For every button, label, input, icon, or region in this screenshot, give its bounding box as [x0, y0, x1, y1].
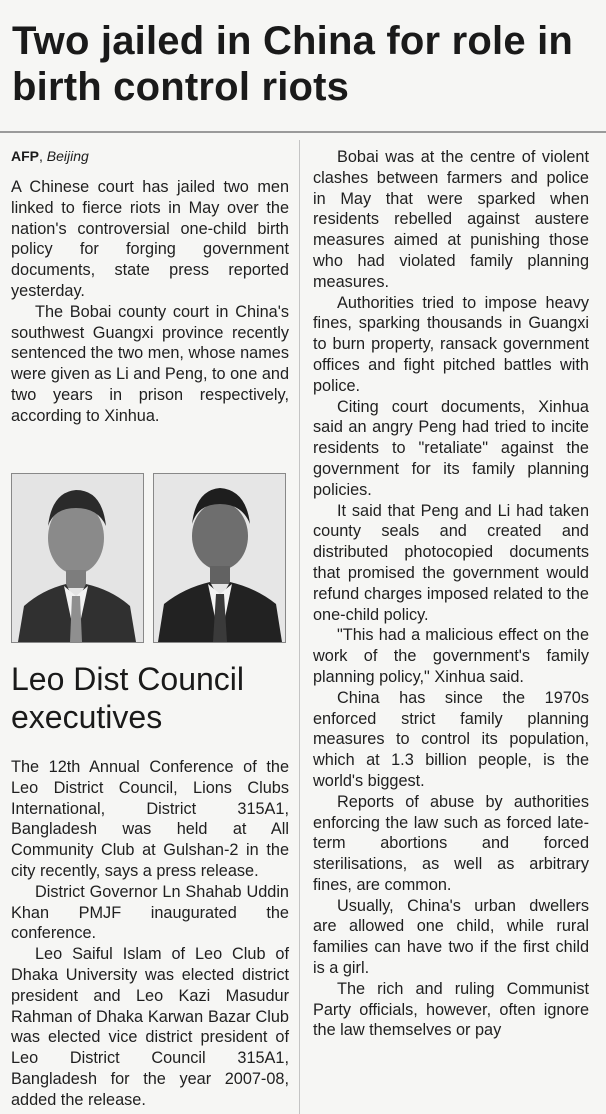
- portrait-photo-2: [153, 473, 286, 643]
- byline-separator: ,: [39, 148, 47, 164]
- paragraph: Bobai was at the centre of violent clashes between farmers and police in May that were sparked when residents rebelled against austere measures aimed at punishing those who had violated family planning measures.: [313, 148, 589, 291]
- paragraph: Authorities tried to impose heavy fines, sparking thousands in Guangxi to burn property, ransack government offices and fight pitched battles with police.: [313, 293, 589, 395]
- paragraph: The rich and ruling Communist Party officials, however, often ignore the law themselves or pay: [313, 979, 589, 1040]
- article-body-left: [11, 177, 289, 427]
- portrait-1-image: [12, 474, 143, 642]
- paragraph: Leo Saiful Islam of Leo Club of Dhaka University was elected district president and Leo Kazi Masudur Rahman of Dhaka Karwan Bazar Club was elected vice district president of Leo District Council 315A1, Bangladesh for the year 2007-08, added the release.: [11, 945, 289, 1109]
- paragraph: Citing court documents, Xinhua said an angry Peng had tried to incite residents to "retaliate" against the government for its family planning policies.: [313, 397, 589, 499]
- paragraph: The 12th Annual Conference of the Leo District Council, Lions Clubs International, District 315A1, Bangladesh was held at All Community Club at Gulshan-2 in the city recently, says a press release.: [11, 758, 289, 880]
- byline-place: Beijing: [46, 148, 89, 164]
- paragraph: Usually, China's urban dwellers are allowed one child, while rural families can have two if the first child is a girl.: [313, 896, 589, 978]
- section-headline: Leo Dist Council executives: [11, 661, 244, 735]
- byline: [11, 147, 289, 165]
- paragraph: It said that Peng and Li had taken county seals and created and distributed photocopied documents that promised the government would refund charges imposed related to the one-child policy.: [313, 501, 589, 624]
- article-body-right: [313, 147, 589, 1041]
- portrait-photo-1: [11, 473, 144, 643]
- left-column: [11, 147, 289, 427]
- paragraph: A Chinese court has jailed two men linked to fierce riots in May over the nation's controversial one-child birth policy for forging government documents, state press reported yesterday.: [11, 178, 289, 300]
- paragraph: China has since the 1970s enforced strict family planning measures to control its population, which at 1.3 billion people, is the world's biggest.: [313, 688, 589, 790]
- executive-photos: [11, 473, 289, 643]
- paragraph: The Bobai county court in China's southwest Guangxi province recently sentenced the two men, whose names were given as Li and Peng, to one and two years in prison respectively, according to Xinhua.: [11, 302, 289, 425]
- byline-source: AFP: [11, 148, 39, 164]
- paragraph: Reports of abuse by authorities enforcing the law such as forced late-term abortions and forced sterilisations, as well as arbitrary fines, are common.: [313, 792, 589, 894]
- portrait-2-image: [154, 474, 285, 642]
- paragraph: "This had a malicious effect on the work of the government's family planning policy," Xinhua said.: [313, 626, 589, 686]
- right-column: [313, 147, 589, 1041]
- column-divider: [299, 140, 300, 1114]
- left-column-lower: [11, 757, 289, 1111]
- article-headline: Two jailed in China for role in birth control riots: [12, 19, 574, 109]
- headline-rule: [0, 131, 606, 133]
- paragraph: District Governor Ln Shahab Uddin Khan PMJF inaugurated the conference.: [11, 882, 289, 943]
- article-body-leo: [11, 757, 289, 1111]
